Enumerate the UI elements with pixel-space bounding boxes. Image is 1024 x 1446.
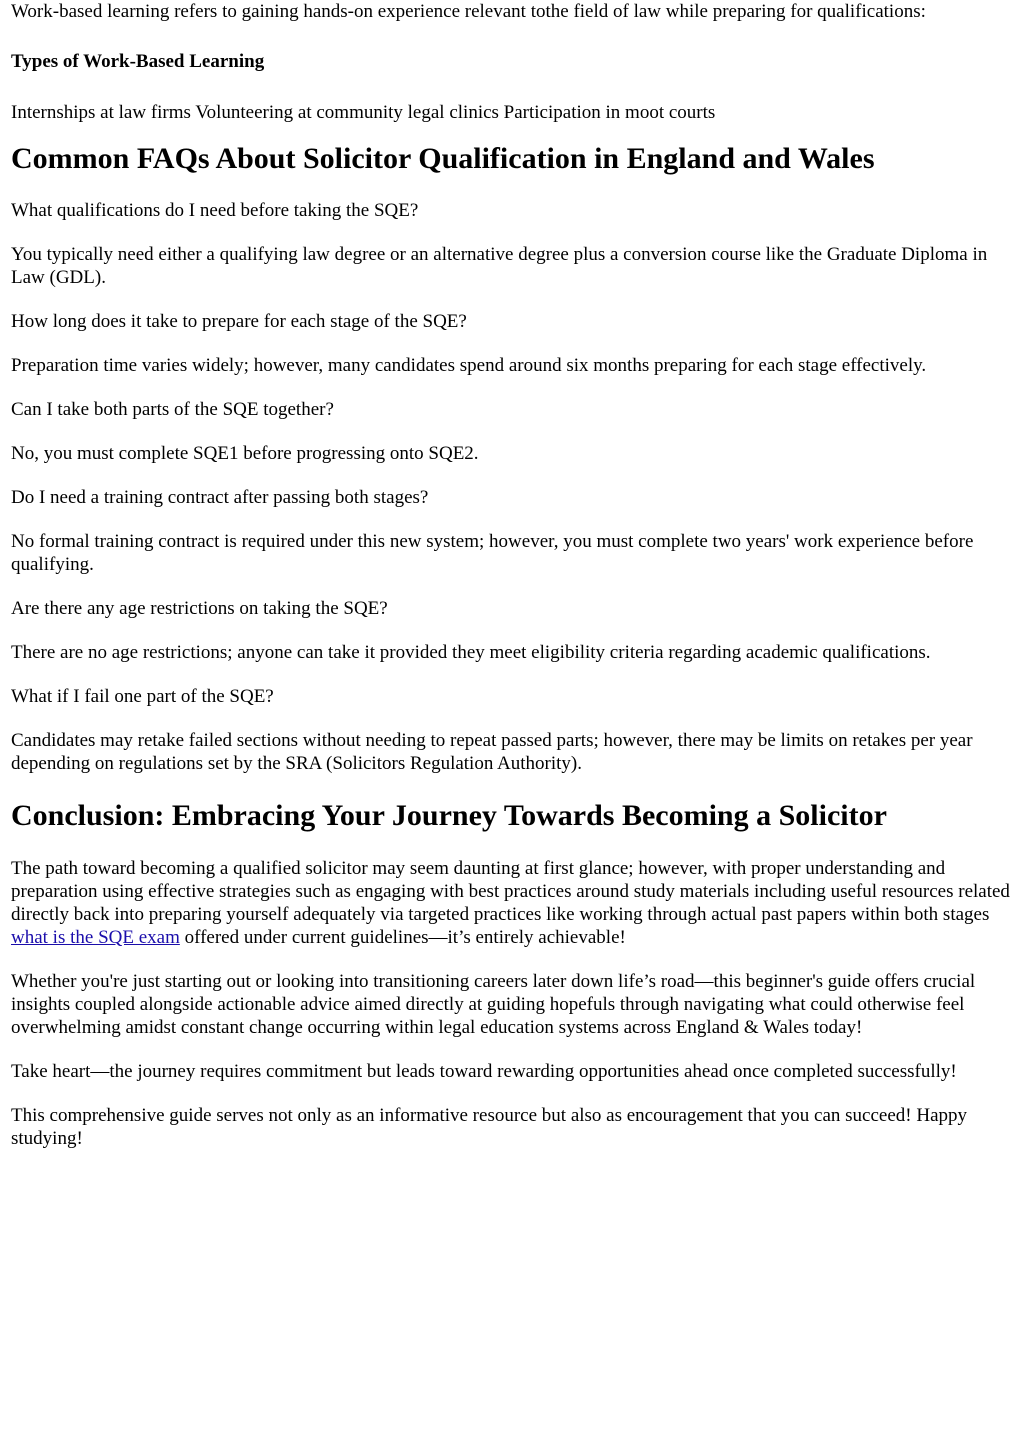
faq-answer: Candidates may retake failed sections without needing to repeat passed parts; however, there may be limits on retakes per year depending on regulations set by the SRA (Solicitors Regulation Authority). xyxy=(11,730,973,774)
faq-answer: No formal training contract is required under this new system; however, you must complete two years' work experience before qualifying. xyxy=(11,531,974,575)
sqe-exam-link[interactable]: what is the SQE exam xyxy=(11,927,180,948)
conclusion-paragraph xyxy=(11,857,1013,949)
faq-question: What if I fail one part of the SQE? xyxy=(11,686,274,707)
faq-question: Do I need a training contract after passing both stages? xyxy=(11,487,429,508)
types-subheading: Types of Work-Based Learning xyxy=(11,51,265,72)
faq-question: How long does it take to prepare for each stage of the SQE? xyxy=(11,311,467,332)
faq-question: Are there any age restrictions on taking the SQE? xyxy=(11,598,388,619)
faq-list xyxy=(11,199,1013,775)
conclusion-text: The path toward becoming a qualified solicitor may seem daunting at first glance; however, with proper understanding and preparation using effective strategies such as engaging with best practices around study materials including useful resources related directly back into preparing yourself adequately via targeted practices like working through actual past papers within both stages xyxy=(11,858,1010,925)
faq-question: What qualifications do I need before taking the SQE? xyxy=(11,200,419,221)
conclusion-body xyxy=(11,857,1013,1150)
intro-paragraph: Work-based learning refers to gaining hands-on experience relevant tothe field of law while preparing for qualifications: xyxy=(11,1,926,22)
faq-answer: You typically need either a qualifying law degree or an alternative degree plus a conversion course like the Graduate Diploma in Law (GDL). xyxy=(11,244,988,288)
conclusion-paragraph: Take heart—the journey requires commitment but leads toward rewarding opportunities ahead once completed successfully! xyxy=(11,1061,957,1082)
conclusion-paragraph: This comprehensive guide serves not only as an informative resource but also as encouragement that you can succeed! Happy studying! xyxy=(11,1105,968,1149)
conclusion-heading: Conclusion: Embracing Your Journey Towards Becoming a Solicitor xyxy=(11,799,887,832)
faq-answer: Preparation time varies widely; however, many candidates spend around six months preparing for each stage effectively. xyxy=(11,355,927,376)
conclusion-text: offered under current guidelines—it’s entirely achievable! xyxy=(179,927,626,948)
types-list-text: Internships at law firms Volunteering at community legal clinics Participation in moot courts xyxy=(11,102,716,123)
faq-answer: There are no age restrictions; anyone can take it provided they meet eligibility criteria regarding academic qualifications. xyxy=(11,642,931,663)
faq-heading: Common FAQs About Solicitor Qualification in England and Wales xyxy=(11,142,875,175)
faq-question: Can I take both parts of the SQE together? xyxy=(11,399,334,420)
conclusion-paragraph: Whether you're just starting out or looking into transitioning careers later down life’s road—this beginner's guide offers crucial insights coupled alongside actionable advice aimed directly at guiding hopefuls through navigating what could otherwise feel overwhelming amidst constant change occurring within legal education systems across England & Wales today! xyxy=(11,971,976,1038)
faq-answer: No, you must complete SQE1 before progressing onto SQE2. xyxy=(11,443,479,464)
